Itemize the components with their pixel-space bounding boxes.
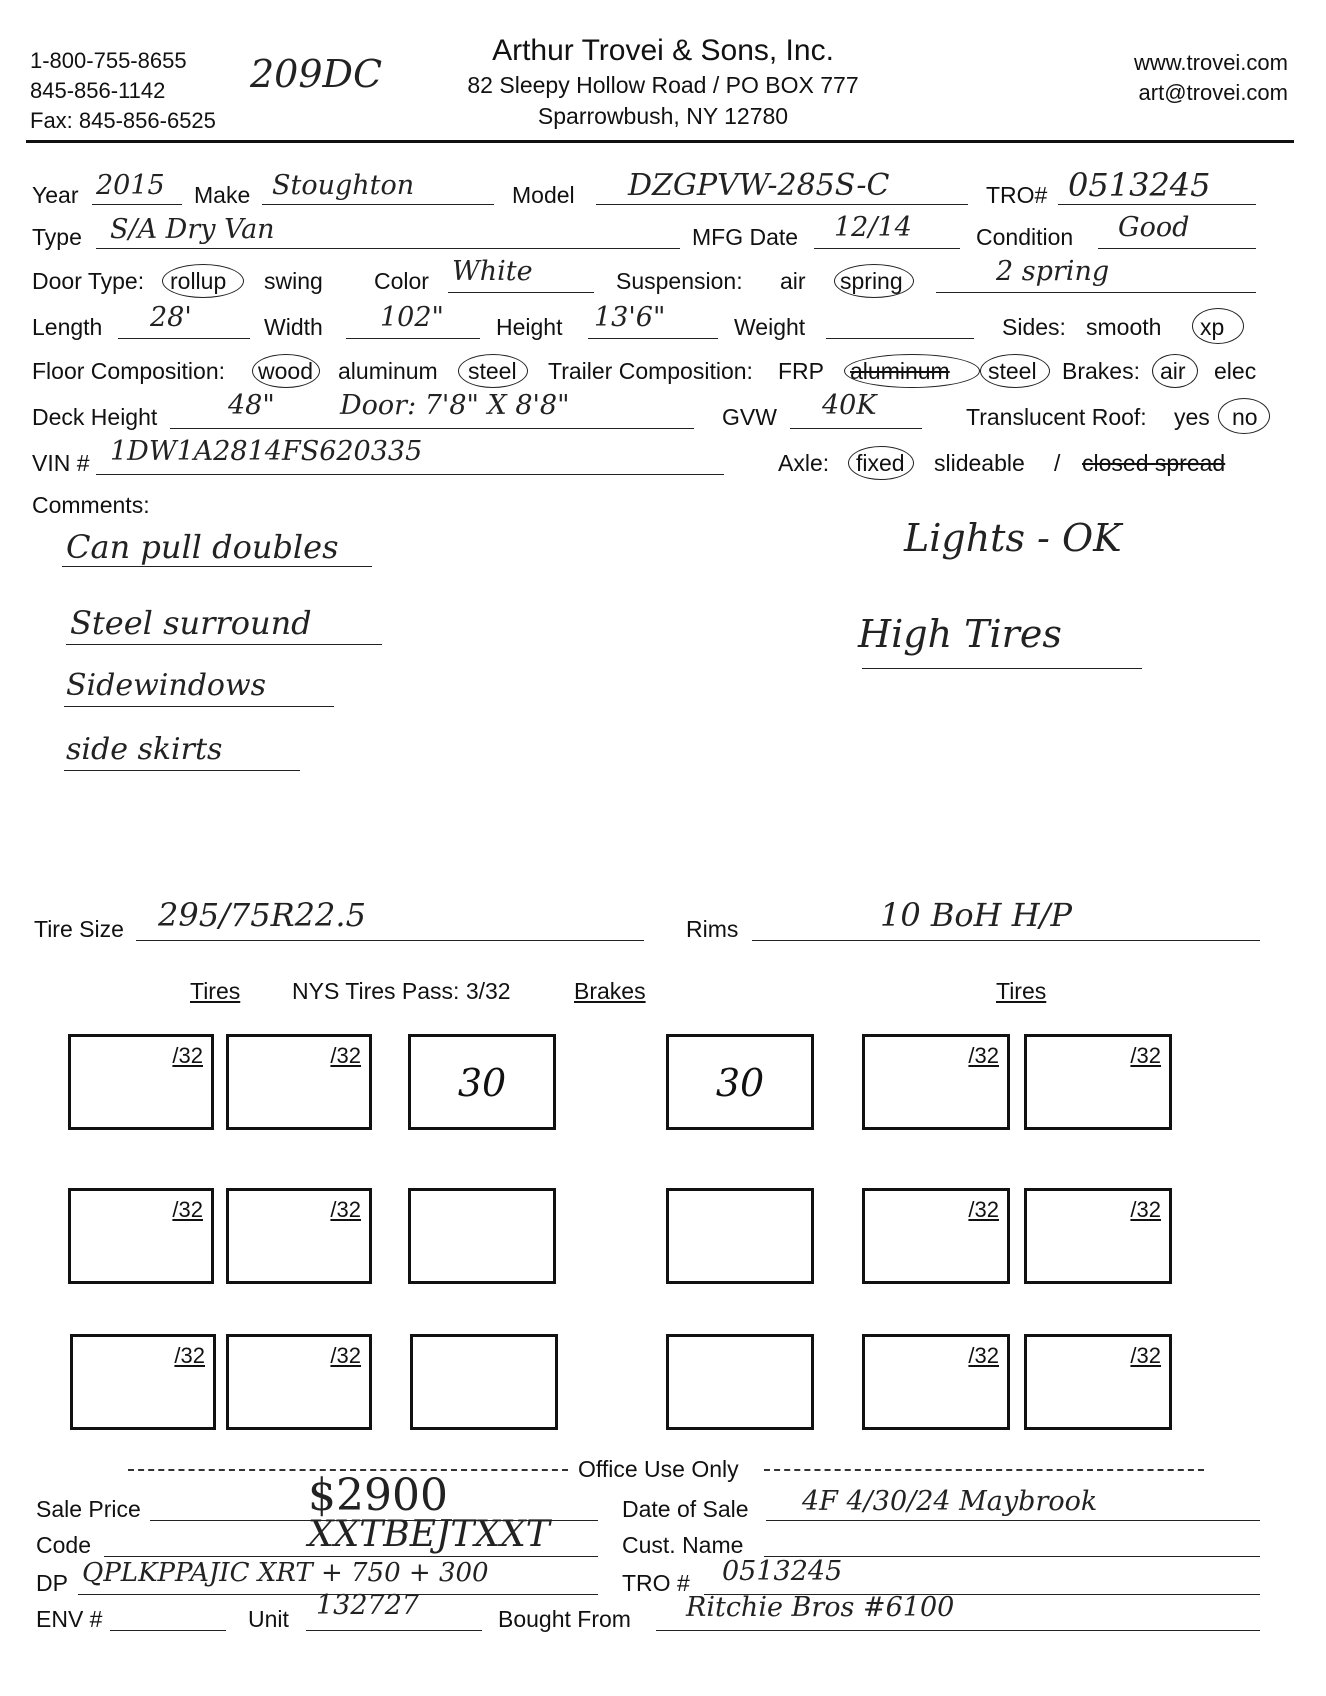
mfg-date-line <box>814 248 960 249</box>
label-tro: TRO# <box>986 182 1048 208</box>
tire-box[interactable] <box>1024 1034 1172 1130</box>
value-height[interactable]: 13'6" <box>594 302 666 333</box>
tire-depth-label: /32 <box>172 1197 203 1222</box>
tire-depth-label: /32 <box>330 1043 361 1068</box>
length-line <box>118 338 250 339</box>
header-brakes: Brakes <box>574 978 646 1004</box>
label-type: Type <box>32 224 82 250</box>
option-smooth[interactable]: smooth <box>1086 314 1162 340</box>
label-length: Length <box>32 314 103 340</box>
brake-box[interactable] <box>408 1188 556 1284</box>
value-unit[interactable]: 132727 <box>316 1590 420 1621</box>
tire-depth-label: /32 <box>968 1043 999 1068</box>
comment-left-3-line <box>64 706 334 707</box>
circle-trailer-aluminum <box>844 354 980 388</box>
axle-separator: / <box>1054 450 1061 476</box>
office-use-title: Office Use Only <box>578 1456 739 1482</box>
tire-box[interactable] <box>68 1188 214 1284</box>
value-deck-height[interactable]: 48" <box>228 390 275 421</box>
value-length[interactable]: 28' <box>150 302 192 333</box>
option-axle-fixed[interactable]: fixed <box>856 450 905 476</box>
value-code[interactable]: XXTBEJTXXT <box>308 1514 550 1555</box>
brake-value-right: 30 <box>715 1061 765 1105</box>
label-unit: Unit <box>248 1606 289 1632</box>
tire-depth-label: /32 <box>1130 1043 1161 1068</box>
option-roof-no[interactable]: no <box>1232 404 1258 430</box>
code-line <box>104 1556 598 1557</box>
label-height: Height <box>496 314 563 340</box>
tire-box[interactable] <box>226 1334 372 1430</box>
condition-line <box>1098 248 1256 249</box>
brake-box[interactable] <box>666 1334 814 1430</box>
gvw-line <box>790 428 922 429</box>
selected-circle-rollup <box>162 264 244 298</box>
weight-line <box>826 338 974 339</box>
option-trailer-steel[interactable]: steel <box>988 358 1037 384</box>
comment-left-4-line <box>64 770 300 771</box>
value-year[interactable]: 2015 <box>96 170 165 201</box>
label-brakes: Brakes: <box>1062 358 1140 384</box>
brake-box[interactable] <box>666 1034 814 1130</box>
option-brakes-air[interactable]: air <box>1160 358 1186 384</box>
deck-height-line <box>170 428 694 429</box>
tire-box[interactable] <box>226 1034 372 1130</box>
brake-value-left: 30 <box>457 1061 507 1105</box>
label-deck-height: Deck Height <box>32 404 158 430</box>
company-address-line1: 82 Sleepy Hollow Road / PO BOX 777 <box>467 72 859 98</box>
option-brakes-elec[interactable]: elec <box>1214 358 1257 384</box>
tire-size-line <box>136 940 644 941</box>
label-dp: DP <box>36 1570 68 1596</box>
label-year: Year <box>32 182 79 208</box>
option-axle-closed-spread[interactable]: closed spread <box>1082 450 1226 476</box>
value-model[interactable]: DZGPVW-285S-C <box>628 168 890 203</box>
label-tire-size: Tire Size <box>34 916 124 942</box>
comment-left-2-line <box>66 644 382 645</box>
label-tro-office: TRO # <box>622 1570 690 1596</box>
option-trailer-frp[interactable]: FRP <box>778 358 824 384</box>
value-condition[interactable]: Good <box>1118 212 1190 243</box>
value-vin[interactable]: 1DW1A2814FS620335 <box>110 436 423 467</box>
label-suspension: Suspension: <box>616 268 743 294</box>
tire-box[interactable] <box>862 1334 1010 1430</box>
option-floor-steel[interactable]: steel <box>468 358 517 384</box>
selected-circle-floor-wood <box>252 354 320 388</box>
value-bought-from[interactable]: Ritchie Bros #6100 <box>686 1592 955 1623</box>
label-mfg-date: MFG Date <box>692 224 799 250</box>
year-line <box>92 204 182 205</box>
selected-circle-trailer-steel <box>980 354 1050 388</box>
tire-depth-label: /32 <box>1130 1197 1161 1222</box>
height-line <box>588 338 718 339</box>
tire-depth-label: /32 <box>174 1343 205 1368</box>
comment-left-1-line <box>62 566 372 567</box>
value-mfg-date[interactable]: 12/14 <box>834 212 912 243</box>
value-gvw[interactable]: 40K <box>822 390 877 421</box>
value-width[interactable]: 102" <box>380 302 444 333</box>
label-sides: Sides: <box>1002 314 1066 340</box>
brake-box[interactable] <box>408 1034 556 1130</box>
tire-box[interactable] <box>68 1034 214 1130</box>
vin-line <box>96 474 724 475</box>
label-cust-name: Cust. Name <box>622 1532 744 1558</box>
phone-tollfree: 1-800-755-8655 <box>30 48 187 73</box>
company-email: art@trovei.com <box>1138 80 1288 105</box>
value-date-of-sale[interactable]: 4F 4/30/24 Maybrook <box>802 1486 1098 1517</box>
tro-line <box>1058 204 1256 205</box>
tire-depth-label: /32 <box>330 1343 361 1368</box>
tire-box[interactable] <box>1024 1334 1172 1430</box>
header-divider <box>26 140 1294 143</box>
tire-box[interactable] <box>226 1188 372 1284</box>
tire-box[interactable] <box>1024 1188 1172 1284</box>
option-rollup[interactable]: rollup <box>170 268 227 294</box>
option-xp[interactable]: xp <box>1200 314 1225 340</box>
label-color: Color <box>374 268 429 294</box>
tire-depth-label: /32 <box>1130 1343 1161 1368</box>
value-dp[interactable]: QPLKPPAJIC XRT + 750 + 300 <box>82 1558 489 1588</box>
comment-right-1[interactable]: Lights - OK <box>904 516 1122 560</box>
company-address-line2: Sparrowbush, NY 12780 <box>537 103 789 129</box>
suspension-note-line <box>936 292 1256 293</box>
label-model: Model <box>512 182 575 208</box>
tire-depth-label: /32 <box>330 1197 361 1222</box>
label-door-type: Door Type: <box>32 268 145 294</box>
option-floor-aluminum[interactable]: aluminum <box>338 358 438 384</box>
label-bought-from: Bought From <box>498 1606 631 1632</box>
value-color[interactable]: White <box>452 256 533 287</box>
type-line <box>96 248 680 249</box>
label-floor-composition: Floor Composition: <box>32 358 226 384</box>
value-sale-price[interactable]: $2900 <box>308 1470 448 1521</box>
selected-circle-spring <box>834 264 914 298</box>
selected-circle-floor-steel <box>458 354 528 388</box>
value-rims[interactable]: 10 BoH H/P <box>880 896 1072 934</box>
selected-circle-xp <box>1192 308 1244 344</box>
header-nys-pass: NYS Tires Pass: 3/32 <box>292 978 511 1004</box>
fax-number: Fax: 845-856-6525 <box>30 108 216 133</box>
brake-box[interactable] <box>666 1188 814 1284</box>
bought-from-line <box>656 1630 1260 1631</box>
option-air-suspension[interactable]: air <box>780 268 806 294</box>
selected-circle-axle-fixed <box>848 446 914 480</box>
header-tires-left: Tires <box>190 978 241 1004</box>
env-line <box>110 1630 226 1631</box>
label-rims: Rims <box>686 916 739 942</box>
make-line <box>262 204 494 205</box>
value-door-dimensions[interactable]: Door: 7'8" X 8'8" <box>340 390 570 421</box>
label-gvw: GVW <box>722 404 777 430</box>
company-name: Arthur Trovei & Sons, Inc. <box>492 34 834 67</box>
option-trailer-aluminum[interactable]: aluminum <box>850 358 950 384</box>
office-divider-right <box>764 1469 1204 1471</box>
label-width: Width <box>264 314 323 340</box>
model-line <box>596 204 968 205</box>
header-tires-right: Tires <box>996 978 1047 1004</box>
label-make: Make <box>194 182 251 208</box>
label-env: ENV # <box>36 1606 103 1632</box>
tire-depth-label: /32 <box>968 1343 999 1368</box>
comment-left-4[interactable]: side skirts <box>66 732 223 767</box>
label-condition: Condition <box>976 224 1074 250</box>
company-website: www.trovei.com <box>1133 50 1288 75</box>
comment-left-1[interactable]: Can pull doubles <box>66 528 339 566</box>
value-tro[interactable]: 0513245 <box>1068 166 1211 204</box>
comment-right-2-line <box>862 668 1142 669</box>
label-weight: Weight <box>734 314 806 340</box>
tire-box[interactable] <box>862 1034 1010 1130</box>
selected-circle-brakes-air <box>1152 354 1198 388</box>
width-line <box>346 338 480 339</box>
phone-local: 845-856-1142 <box>30 78 166 103</box>
tire-box[interactable] <box>70 1334 216 1430</box>
label-comments: Comments: <box>32 492 150 518</box>
label-axle: Axle: <box>778 450 830 476</box>
option-spring[interactable]: spring <box>840 268 903 294</box>
option-floor-wood[interactable]: wood <box>258 358 313 384</box>
value-suspension-note[interactable]: 2 spring <box>996 256 1110 287</box>
value-type[interactable]: S/A Dry Van <box>110 214 275 245</box>
label-code: Code <box>36 1532 91 1558</box>
handwritten-code: 209DC <box>250 52 383 96</box>
brake-box[interactable] <box>410 1334 558 1430</box>
comment-right-2[interactable]: High Tires <box>858 612 1062 656</box>
comment-left-3[interactable]: Sidewindows <box>66 668 267 703</box>
rims-line <box>752 940 1260 941</box>
tire-box[interactable] <box>862 1188 1010 1284</box>
selected-circle-roof-no <box>1218 398 1270 434</box>
label-date-of-sale: Date of Sale <box>622 1496 749 1522</box>
value-tro-office[interactable]: 0513245 <box>722 1556 843 1587</box>
option-swing[interactable]: swing <box>264 268 323 294</box>
tire-depth-label: /32 <box>968 1197 999 1222</box>
label-vin: VIN # <box>32 450 90 476</box>
unit-line <box>306 1630 482 1631</box>
label-trailer-composition: Trailer Composition: <box>548 358 753 384</box>
option-axle-slideable[interactable]: slideable <box>934 450 1025 476</box>
option-roof-yes[interactable]: yes <box>1174 404 1210 430</box>
comment-left-2[interactable]: Steel surround <box>70 604 312 642</box>
date-of-sale-line <box>766 1520 1260 1521</box>
value-make[interactable]: Stoughton <box>272 170 415 201</box>
label-sale-price: Sale Price <box>36 1496 141 1522</box>
label-translucent-roof: Translucent Roof: <box>966 404 1147 430</box>
color-line <box>448 292 594 293</box>
tire-depth-label: /32 <box>172 1043 203 1068</box>
value-tire-size[interactable]: 295/75R22.5 <box>158 896 366 934</box>
